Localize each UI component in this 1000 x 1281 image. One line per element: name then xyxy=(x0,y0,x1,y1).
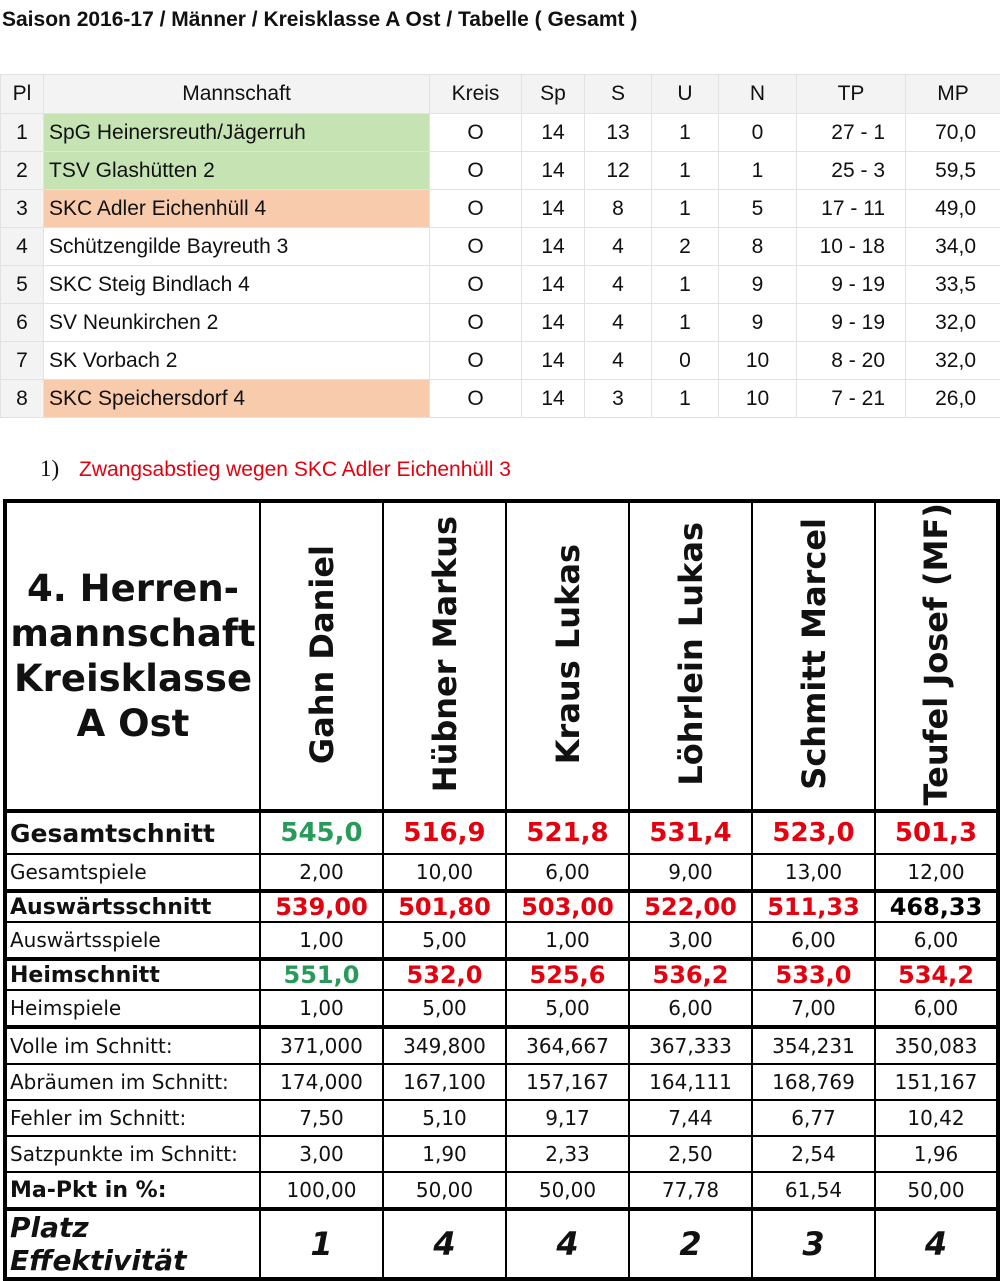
stat-value: 6,77 xyxy=(752,1100,875,1136)
team-name-cell: Schützengilde Bayreuth 3 xyxy=(44,228,430,266)
stat-value: 5,00 xyxy=(383,922,506,959)
stat-value: 350,083 xyxy=(875,1027,998,1064)
stats-row xyxy=(5,990,998,1027)
u-cell: 1 xyxy=(652,380,719,418)
rank-cell: 8 xyxy=(1,380,44,418)
stats-row xyxy=(5,959,998,990)
kreis-cell: O xyxy=(430,380,522,418)
mp-cell: 32,0 xyxy=(906,304,1000,342)
tp-cell: 17 - 11 xyxy=(797,190,906,228)
stat-value: 50,00 xyxy=(506,1172,629,1209)
stat-value: 521,8 xyxy=(506,811,629,854)
stats-row xyxy=(5,811,998,854)
stat-label: Auswärtsschnitt xyxy=(5,891,260,922)
stats-row xyxy=(5,1136,998,1172)
stat-value: 522,00 xyxy=(629,891,752,922)
table-row xyxy=(1,152,1000,190)
stats-row xyxy=(5,891,998,922)
league-table xyxy=(0,74,1000,418)
stats-header-row xyxy=(5,501,998,811)
stat-label: Abräumen im Schnitt: xyxy=(5,1064,260,1100)
stat-value: 545,0 xyxy=(260,811,383,854)
stat-value: 1,00 xyxy=(260,922,383,959)
stat-value: 354,231 xyxy=(752,1027,875,1064)
stat-value: 61,54 xyxy=(752,1172,875,1209)
s-cell: 12 xyxy=(585,152,652,190)
n-cell: 10 xyxy=(719,342,797,380)
mp-cell: 59,5 xyxy=(906,152,1000,190)
stat-value: 349,800 xyxy=(383,1027,506,1064)
stat-value: 3 xyxy=(752,1209,875,1279)
stat-value: 532,0 xyxy=(383,959,506,990)
s-cell: 3 xyxy=(585,380,652,418)
player-name: Teufel Josef (MF) xyxy=(917,503,955,805)
team-name-cell: SV Neunkirchen 2 xyxy=(44,304,430,342)
page-title: Saison 2016-17 / Männer / Kreisklasse A Ost / Tabelle ( Gesamt ) xyxy=(2,8,637,32)
rank-cell: 7 xyxy=(1,342,44,380)
column-header: TP xyxy=(797,75,906,114)
mp-cell: 70,0 xyxy=(906,114,1000,152)
stat-label: Gesamtspiele xyxy=(5,854,260,891)
sp-cell: 14 xyxy=(522,380,585,418)
u-cell: 1 xyxy=(652,114,719,152)
stat-label: Heimspiele xyxy=(5,990,260,1027)
rank-cell: 6 xyxy=(1,304,44,342)
stat-value: 1,00 xyxy=(506,922,629,959)
team-heading-line: mannschaft xyxy=(7,611,259,656)
stat-label: Volle im Schnitt: xyxy=(5,1027,260,1064)
player-stats-table xyxy=(3,499,1000,1281)
player-name-header xyxy=(260,501,383,811)
tp-cell: 25 - 3 xyxy=(797,152,906,190)
stat-value: 12,00 xyxy=(875,854,998,891)
stat-value: 2,00 xyxy=(260,854,383,891)
s-cell: 4 xyxy=(585,266,652,304)
rank-cell: 2 xyxy=(1,152,44,190)
tp-cell: 9 - 19 xyxy=(797,266,906,304)
n-cell: 1 xyxy=(719,152,797,190)
column-header: Kreis xyxy=(430,75,522,114)
sp-cell: 14 xyxy=(522,190,585,228)
stat-label: Auswärtsspiele xyxy=(5,922,260,959)
stat-value: 6,00 xyxy=(629,990,752,1027)
mp-cell: 32,0 xyxy=(906,342,1000,380)
player-name-header xyxy=(752,501,875,811)
tp-cell: 27 - 1 xyxy=(797,114,906,152)
player-name: Löhrlein Lukas xyxy=(672,522,710,786)
n-cell: 8 xyxy=(719,228,797,266)
stat-label: Ma-Pkt in %: xyxy=(5,1172,260,1209)
stats-row xyxy=(5,1064,998,1100)
stat-value: 3,00 xyxy=(629,922,752,959)
footnote xyxy=(40,456,511,482)
kreis-cell: O xyxy=(430,304,522,342)
u-cell: 1 xyxy=(652,190,719,228)
player-name-header xyxy=(383,501,506,811)
tp-cell: 7 - 21 xyxy=(797,380,906,418)
stat-value: 6,00 xyxy=(875,922,998,959)
column-header: S xyxy=(585,75,652,114)
table-row xyxy=(1,380,1000,418)
stat-value: 551,0 xyxy=(260,959,383,990)
stat-label: Platz Effektivität xyxy=(5,1209,260,1279)
u-cell: 1 xyxy=(652,152,719,190)
stat-value: 468,33 xyxy=(875,891,998,922)
kreis-cell: O xyxy=(430,228,522,266)
stat-value: 364,667 xyxy=(506,1027,629,1064)
stat-value: 168,769 xyxy=(752,1064,875,1100)
stat-value: 10,42 xyxy=(875,1100,998,1136)
stat-value: 525,6 xyxy=(506,959,629,990)
stat-value: 371,000 xyxy=(260,1027,383,1064)
rank-cell: 1 xyxy=(1,114,44,152)
team-name-cell: SKC Speichersdorf 4 xyxy=(44,380,430,418)
stat-value: 531,4 xyxy=(629,811,752,854)
stat-label: Gesamtschnitt xyxy=(5,811,260,854)
team-name-cell: TSV Glashütten 2 xyxy=(44,152,430,190)
footnote-number: 1) xyxy=(40,456,59,481)
player-name: Schmitt Marcel xyxy=(795,518,833,790)
stat-value: 367,333 xyxy=(629,1027,752,1064)
stats-row xyxy=(5,1209,998,1279)
column-header: MP xyxy=(906,75,1000,114)
stat-value: 1,96 xyxy=(875,1136,998,1172)
n-cell: 5 xyxy=(719,190,797,228)
player-name: Hübner Markus xyxy=(426,516,464,792)
s-cell: 8 xyxy=(585,190,652,228)
sp-cell: 14 xyxy=(522,342,585,380)
stat-value: 7,44 xyxy=(629,1100,752,1136)
player-name: Kraus Lukas xyxy=(549,544,587,764)
table-row xyxy=(1,228,1000,266)
column-header: Mannschaft xyxy=(44,75,430,114)
stat-value: 157,167 xyxy=(506,1064,629,1100)
player-name-header xyxy=(629,501,752,811)
stat-value: 539,00 xyxy=(260,891,383,922)
stat-value: 6,00 xyxy=(875,990,998,1027)
kreis-cell: O xyxy=(430,114,522,152)
sp-cell: 14 xyxy=(522,152,585,190)
stat-value: 1 xyxy=(260,1209,383,1279)
s-cell: 13 xyxy=(585,114,652,152)
stat-value: 501,80 xyxy=(383,891,506,922)
column-header: Sp xyxy=(522,75,585,114)
table-row xyxy=(1,304,1000,342)
team-heading-line: 4. Herren- xyxy=(7,566,259,611)
mp-cell: 26,0 xyxy=(906,380,1000,418)
stat-value: 77,78 xyxy=(629,1172,752,1209)
u-cell: 1 xyxy=(652,304,719,342)
kreis-cell: O xyxy=(430,152,522,190)
table-row xyxy=(1,266,1000,304)
stats-row xyxy=(5,1027,998,1064)
tp-cell: 8 - 20 xyxy=(797,342,906,380)
table-row xyxy=(1,114,1000,152)
stat-value: 2 xyxy=(629,1209,752,1279)
stat-value: 9,17 xyxy=(506,1100,629,1136)
stat-value: 1,90 xyxy=(383,1136,506,1172)
sp-cell: 14 xyxy=(522,304,585,342)
tp-cell: 10 - 18 xyxy=(797,228,906,266)
league-header-row xyxy=(1,75,1000,114)
sp-cell: 14 xyxy=(522,228,585,266)
stat-value: 2,50 xyxy=(629,1136,752,1172)
team-heading xyxy=(5,501,260,811)
team-name-cell: SKC Steig Bindlach 4 xyxy=(44,266,430,304)
tp-cell: 9 - 19 xyxy=(797,304,906,342)
s-cell: 4 xyxy=(585,304,652,342)
rank-cell: 3 xyxy=(1,190,44,228)
stat-value: 501,3 xyxy=(875,811,998,854)
stat-value: 5,00 xyxy=(383,990,506,1027)
stat-value: 503,00 xyxy=(506,891,629,922)
player-name-header xyxy=(506,501,629,811)
kreis-cell: O xyxy=(430,190,522,228)
stat-value: 50,00 xyxy=(383,1172,506,1209)
stat-value: 6,00 xyxy=(752,922,875,959)
stat-value: 511,33 xyxy=(752,891,875,922)
column-header: U xyxy=(652,75,719,114)
stat-value: 2,33 xyxy=(506,1136,629,1172)
s-cell: 4 xyxy=(585,342,652,380)
stats-row xyxy=(5,854,998,891)
mp-cell: 34,0 xyxy=(906,228,1000,266)
sp-cell: 14 xyxy=(522,114,585,152)
kreis-cell: O xyxy=(430,342,522,380)
column-header: N xyxy=(719,75,797,114)
table-row xyxy=(1,190,1000,228)
stat-value: 2,54 xyxy=(752,1136,875,1172)
sp-cell: 14 xyxy=(522,266,585,304)
stat-value: 164,111 xyxy=(629,1064,752,1100)
u-cell: 2 xyxy=(652,228,719,266)
team-name-cell: SK Vorbach 2 xyxy=(44,342,430,380)
n-cell: 10 xyxy=(719,380,797,418)
n-cell: 0 xyxy=(719,114,797,152)
kreis-cell: O xyxy=(430,266,522,304)
player-name: Gahn Daniel xyxy=(303,545,341,764)
table-row xyxy=(1,342,1000,380)
stats-row xyxy=(5,922,998,959)
stats-row xyxy=(5,1100,998,1136)
player-name-header xyxy=(875,501,998,811)
stat-value: 174,000 xyxy=(260,1064,383,1100)
stat-value: 3,00 xyxy=(260,1136,383,1172)
n-cell: 9 xyxy=(719,266,797,304)
rank-cell: 4 xyxy=(1,228,44,266)
s-cell: 4 xyxy=(585,228,652,266)
stat-label: Satzpunkte im Schnitt: xyxy=(5,1136,260,1172)
footnote-text: Zwangsabstieg wegen SKC Adler Eichenhüll 3 xyxy=(79,458,511,481)
stat-value: 9,00 xyxy=(629,854,752,891)
stat-value: 5,00 xyxy=(506,990,629,1027)
n-cell: 9 xyxy=(719,304,797,342)
stat-value: 533,0 xyxy=(752,959,875,990)
stat-value: 5,10 xyxy=(383,1100,506,1136)
team-heading-line: A Ost xyxy=(7,701,259,746)
stat-value: 523,0 xyxy=(752,811,875,854)
stat-value: 50,00 xyxy=(875,1172,998,1209)
u-cell: 1 xyxy=(652,266,719,304)
stat-value: 167,100 xyxy=(383,1064,506,1100)
column-header: Pl xyxy=(1,75,44,114)
team-name-cell: SpG Heinersreuth/Jägerruh xyxy=(44,114,430,152)
team-name-cell: SKC Adler Eichenhüll 4 xyxy=(44,190,430,228)
stat-value: 4 xyxy=(875,1209,998,1279)
mp-cell: 33,5 xyxy=(906,266,1000,304)
stat-value: 7,00 xyxy=(752,990,875,1027)
stat-value: 534,2 xyxy=(875,959,998,990)
stat-value: 10,00 xyxy=(383,854,506,891)
stat-value: 536,2 xyxy=(629,959,752,990)
stat-label: Heimschnitt xyxy=(5,959,260,990)
stat-value: 1,00 xyxy=(260,990,383,1027)
stat-value: 516,9 xyxy=(383,811,506,854)
mp-cell: 49,0 xyxy=(906,190,1000,228)
stat-value: 4 xyxy=(506,1209,629,1279)
team-heading-line: Kreisklasse xyxy=(7,656,259,701)
stat-value: 4 xyxy=(383,1209,506,1279)
stat-value: 13,00 xyxy=(752,854,875,891)
stat-label: Fehler im Schnitt: xyxy=(5,1100,260,1136)
stat-value: 6,00 xyxy=(506,854,629,891)
rank-cell: 5 xyxy=(1,266,44,304)
u-cell: 0 xyxy=(652,342,719,380)
stat-value: 151,167 xyxy=(875,1064,998,1100)
stats-row xyxy=(5,1172,998,1209)
stat-value: 7,50 xyxy=(260,1100,383,1136)
stat-value: 100,00 xyxy=(260,1172,383,1209)
